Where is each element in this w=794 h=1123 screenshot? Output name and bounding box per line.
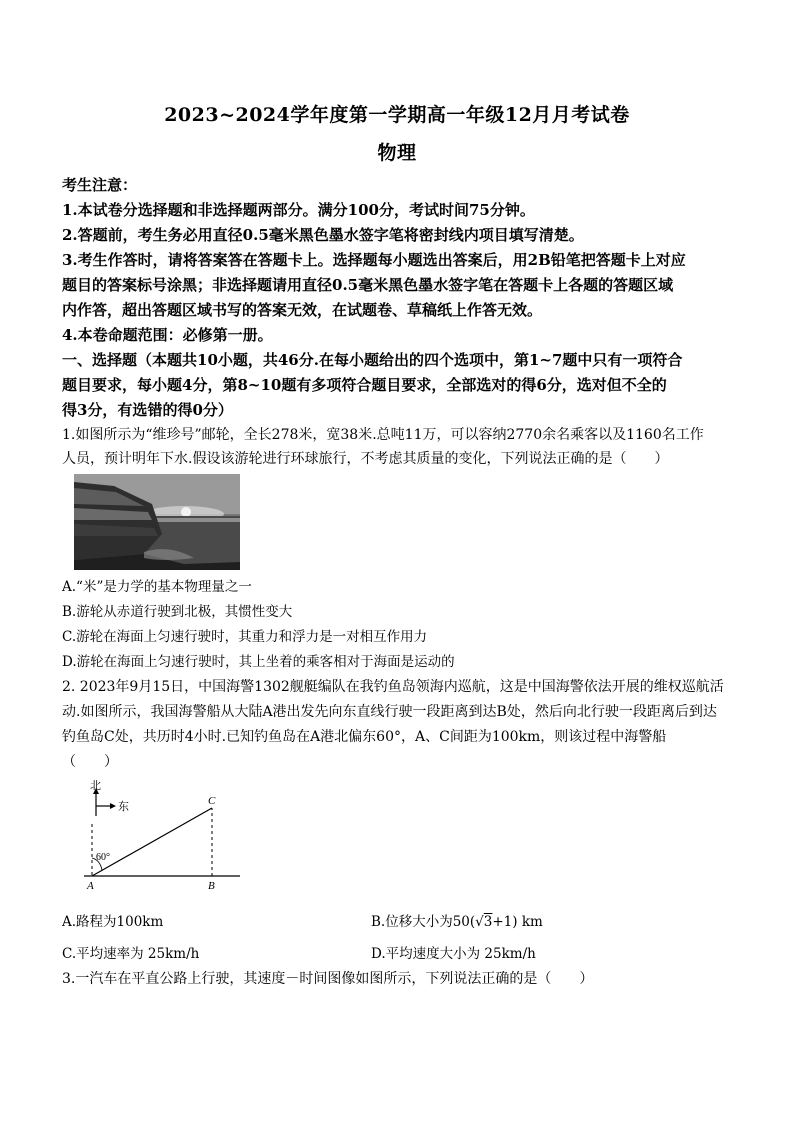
point-a-label: A: [87, 880, 94, 892]
q1-stem-line2: 人员，预计明年下水.假设该游轮进行环球旅行，不考虑其质量的变化，下列说法正确的是（ ）: [62, 451, 669, 467]
section-heading: 一、选择题（本题共10小题，共46分.在每小题给出的四个选项中，第1~7题中只有一项符合: [62, 351, 683, 369]
q2-option-d: D.平均速度大小为 25km/h: [371, 946, 536, 962]
q3-stem: 3.一汽车在平直公路上行驶，其速度－时间图像如图所示，下列说法正确的是（ ）: [62, 971, 594, 987]
east-arrowhead: [110, 803, 116, 809]
exam-title: 2023~2024学年度第一学期高一年级12月月考试卷: [164, 104, 630, 126]
notice-item-4: 4.本卷命题范围：必修第一册。: [62, 326, 273, 344]
q2-stem-line4: （ ）: [62, 754, 118, 770]
cruise-ship-photo: [74, 474, 240, 570]
sqrt-sign: √: [475, 914, 484, 930]
q2-stem-line1: 2. 2023年9月15日，中国海警1302舰艇编队在我钓鱼岛领海内巡航，这是中国海警依法开展的维权巡航活: [62, 679, 724, 695]
east-label: 东: [118, 801, 129, 813]
q2-option-a: A.路程为100km: [62, 914, 164, 930]
q1-option-b: B.游轮从赤道行驶到北极，其惯性变大: [62, 604, 293, 620]
q1-option-d: D.游轮在海面上匀速行驶时，其上坐着的乘客相对于海面是运动的: [62, 654, 455, 670]
q1-option-a: A.“米”是力学的基本物理量之一: [62, 579, 252, 595]
q2-option-b: [371, 913, 731, 931]
q2-option-b-suffix: +1) km: [492, 914, 543, 930]
point-b-label: B: [208, 880, 215, 892]
q2-option-c: C.平均速率为 25km/h: [62, 946, 200, 962]
notice-item-1: 1.本试卷分选择题和非选择题两部分。满分100分，考试时间75分钟。: [62, 201, 535, 219]
notice-heading: 考生注意：: [62, 176, 138, 194]
exam-subject: 物理: [377, 142, 417, 164]
q1-option-c: C.游轮在海面上匀速行驶时，其重力和浮力是一对相互作用力: [62, 629, 428, 645]
segment-ac: [92, 808, 212, 876]
q2-stem-line2: 动.如图所示，我国海警船从大陆A港出发先向东直线行驶一段距离到达B处，然后向北行驶一段距离后到达: [62, 704, 717, 720]
q1-stem-line1: 1.如图所示为“维珍号”邮轮，全长278米，宽38米.总吨11万，可以容纳2770余名乘客以及1160名工作: [62, 427, 704, 443]
angle-label: 60°: [96, 852, 110, 863]
section-heading-cont2: 得3分，有选错的得0分）: [62, 401, 233, 419]
q2-option-b-prefix: B.位移大小为50(: [371, 914, 476, 930]
section-heading-cont: 题目要求，每小题4分，第8~10题有多项符合题目要求，全部选对的得6分，选对但不全的: [62, 376, 667, 394]
point-c-label: C: [208, 795, 216, 807]
notice-item-3-cont2: 内作答，超出答题区域书写的答案无效，在试题卷、草稿纸上作答无效。: [62, 301, 543, 319]
q2-option-b-sqrt: 3: [483, 914, 493, 930]
notice-item-3: 3.考生作答时，请将答案答在答题卡上。选择题每小题选出答案后，用2B铅笔把答题卡上对应: [62, 251, 686, 269]
navigation-diagram: [62, 778, 252, 898]
notice-item-2: 2.答题前，考生务必用直径0.5毫米黑色墨水签字笔将密封线内项目填写清楚。: [62, 226, 584, 244]
north-label: 北: [90, 780, 101, 792]
notice-item-3-cont: 题目的答案标号涂黑；非选择题请用直径0.5毫米黑色墨水签字笔在答题卡上各题的答题区域: [62, 276, 674, 294]
q2-stem-line3: 钓鱼岛C处，共历时4小时.已知钓鱼岛在A港北偏东60°，A、C间距为100km，则该过程中海警船: [62, 729, 667, 745]
